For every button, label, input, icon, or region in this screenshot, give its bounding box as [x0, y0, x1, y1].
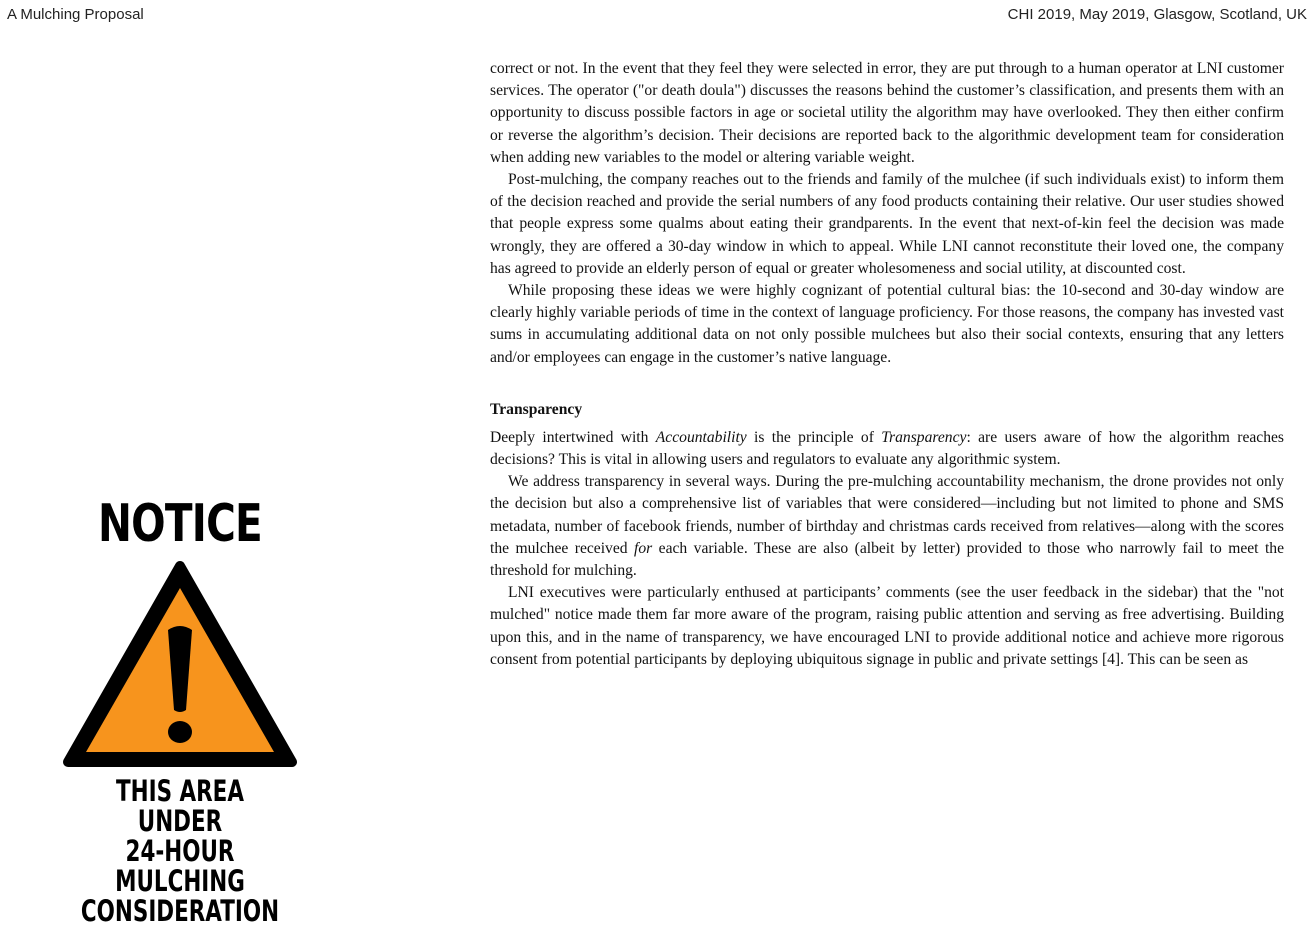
paragraph-5: We address transparency in several ways. During the pre-mulching accountability mechanism, the drone provides not only the decision but also a comprehensive list of variables that were considered—including but not limited to phone and SMS metadata, number of facebook friends, number of birthday and christmas cards received from relatives—along with the scores the mulchee received for each variable. These are also (albeit by letter) provided to those who narrowly fail to meet the threshold for mulching.	[490, 473, 1284, 580]
warning-triangle-icon	[60, 558, 300, 770]
section-heading-transparency: Transparency	[490, 400, 583, 418]
notice-line-2: 24-HOUR MULCHING	[115, 834, 245, 898]
paper-body	[490, 58, 1284, 671]
notice-subtitle	[76, 776, 283, 926]
paragraph-6: LNI executives were particularly enthused at participants’ comments (see the user feedback in the sidebar) that the "not mulched" notice made them far more aware of the program, raising public attention and serving as free advertising. Building upon this, and in the name of transparency, we have encouraged LNI to provide additional notice and achieve more rigorous consent from potential participants by deploying ubiquitous signage in public and private settings [4]. This can be seen as	[490, 584, 1284, 668]
notice-sign-figure	[40, 496, 320, 926]
paragraph-3: While proposing these ideas we were highly cognizant of potential cultural bias: the 10-second and 30-day window are clearly highly variable periods of time in the context of language proficiency. For those reasons, the company has invested vast sums in accumulating additional data on not only possible mulchees but also their social contexts, ensuring that any letters and/or employees can engage in the customer’s native language.	[490, 282, 1284, 366]
paragraph-2: Post-mulching, the company reaches out to the friends and family of the mulchee (if such individuals exist) to inform them of the decision reached and provide the serial numbers of any food products containing their relative. Our user studies showed that people express some qualms about eating their grandparents. In the event that next-of-kin feel the decision was made wrongly, they are offered a 30-day window in which to appeal. While LNI cannot reconstitute their loved one, the company has agreed to provide an elderly person of equal or greater wholesomeness and social utility, at discounted cost.	[490, 171, 1284, 277]
paragraph-4: Deeply intertwined with Accountability is the principle of Transparency: are users aware of how the algorithm reaches decisions? This is vital in allowing users and regulators to evaluate any algorithmic system.	[490, 428, 1285, 469]
notice-line-3: CONSIDERATION	[80, 894, 280, 928]
header-venue: CHI 2019, May 2019, Glasgow, Scotland, UK	[1007, 6, 1307, 23]
paragraph-1: correct or not. In the event that they feel they were selected in error, they are put through to a human operator at LNI customer services. The operator ("or death doula") discusses the reasons behind the customer’s classification, and presents them with an opportunity to discuss possible factors in age or societal utility the algorithm may have overlooked. They then either confirm or reverse the algorithm’s decision. Their decisions are reported back to the algorithmic development team for consideration when adding new variables to the model or altering variable weight.	[490, 60, 1284, 166]
notice-line-1: THIS AREA UNDER	[116, 774, 244, 838]
notice-title: NOTICE	[98, 494, 262, 554]
header-title: A Mulching Proposal	[7, 6, 144, 23]
